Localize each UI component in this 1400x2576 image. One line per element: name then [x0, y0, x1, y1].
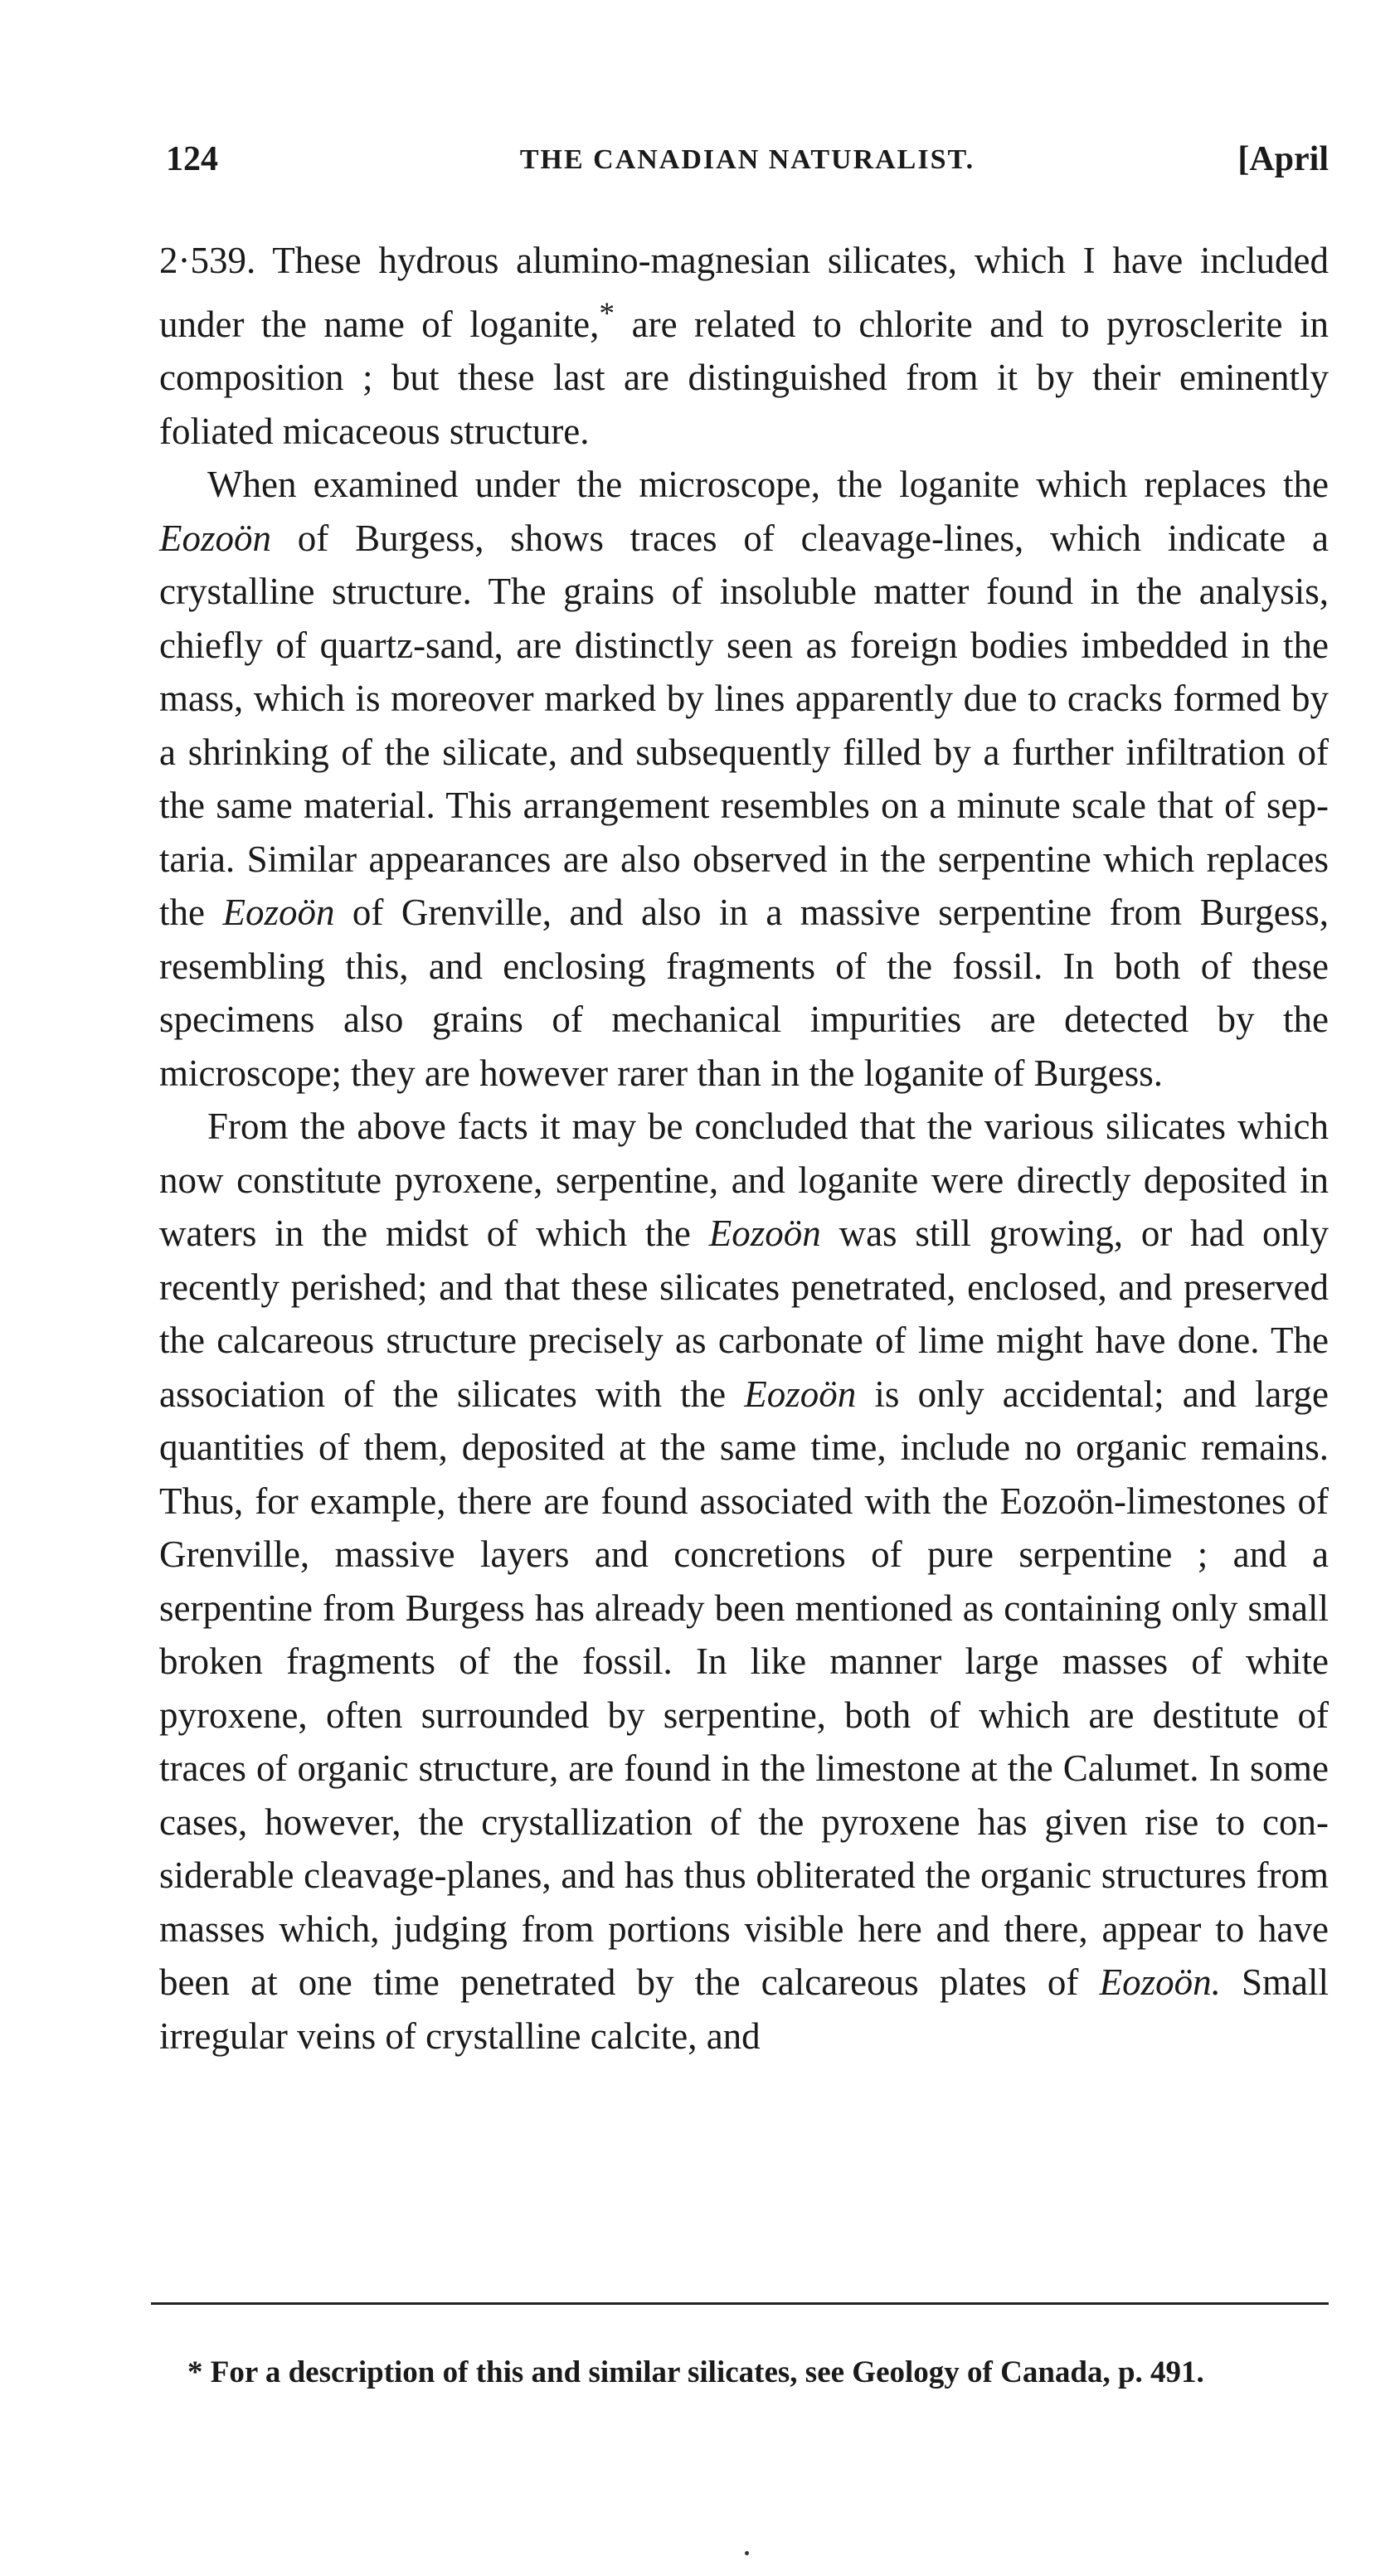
paragraph-text: 2·539. These hydrous alumino-magnesian silicates, which I have included under the name of loganite, — [159, 240, 1329, 345]
paragraph-text: From the above facts it may be concluded that the various silicates which now constitute pyroxene, serpentine, and loganite were directly deposited in waters in the midst of which the — [159, 1106, 1329, 1254]
footnote-text: For a description of this and similar silicates, see Geology of Canada, p. 491. — [202, 2355, 1204, 2389]
footnote-divider — [151, 2302, 1329, 2305]
taxon-name: Eozoön — [159, 517, 271, 559]
taxon-name: Eozoön — [744, 1373, 857, 1415]
paragraph-3 — [159, 1100, 1329, 2063]
footnote — [149, 2349, 1329, 2397]
footnote-marker: * — [187, 2355, 203, 2389]
taxon-name: Eozoön — [708, 1213, 821, 1254]
paragraph-text: was still growing, or had only recently perished; and that these silicates penetrated, enclosed, and preserved the calcareous structure precisely as carbonate of lime might have done. The association of the silicates with the — [159, 1213, 1329, 1415]
paragraph-2 — [159, 458, 1329, 1100]
issue-month: [April — [1237, 140, 1329, 178]
journal-title: THE CANADIAN NATURALIST. — [519, 144, 975, 175]
running-head — [166, 139, 1329, 189]
footnote-reference[interactable]: * — [599, 296, 615, 331]
paragraph-text: When examined under the microscope, the loganite which replaces the — [207, 464, 1329, 505]
print-speck — [745, 2551, 749, 2555]
body-text — [159, 234, 1329, 2063]
paragraph-text: is only accidental; and large quantities of them, deposited at the same time, include no organic remains. Thus, for example, there are found associated with the Eozoön-limestones of Grenville, massive layers and concretions of pure serpentine ; and a serpentine from Burgess has already been mentioned as containing only small broken fragments of the fossil. In like manner large masses of white pyroxene, often surrounded by serpentine, both of which are destitute of traces of organic structure, are found in the limestone at the Calumet. In some cases, however, the crystallization of the pyroxene has given rise to considerable cleavage-planes, and has thus obliterated the organic structures from masses which, judging from portions visible here and there, appear to have been at one time penetrated by the calcareous plates of — [159, 1373, 1329, 2003]
page-number: 124 — [166, 140, 218, 178]
paragraph-text: of Burgess, shows traces of cleavage-lines, which indicate a crystalline structure. The grains of insoluble matter found in the analysis, chiefly of quartz-sand, are distinctly seen as foreign bodies imbedded in the mass, which is moreover marked by lines apparently due to cracks formed by a shrinking of the silicate, and subsequently filled by a further infiltration of the same material. This arrangement resembles on a minute scale that of septaria. Similar appearances are also observed in the serpentine which replaces the — [159, 517, 1329, 933]
paragraph-1 — [159, 234, 1329, 458]
taxon-name: Eozoön — [222, 892, 335, 933]
paragraph-text: of Grenville, and also in a massive serpentine from Burgess, resembling this, and enclosing fragments of the fossil. In both of these specimens also grains of mechanical impurities are detected by the microscope; they are however rarer than in the loganite of Burgess. — [159, 892, 1329, 1094]
paragraph-text: Small irregular veins of crystalline calcite, and — [159, 1961, 1329, 2057]
taxon-name: Eozoön. — [1099, 1961, 1221, 2003]
paragraph-text: are related to chlorite and to pyrosclerite in composition ; but these last are distinguished from it by their eminently foliated micaceous structure. — [159, 303, 1329, 452]
